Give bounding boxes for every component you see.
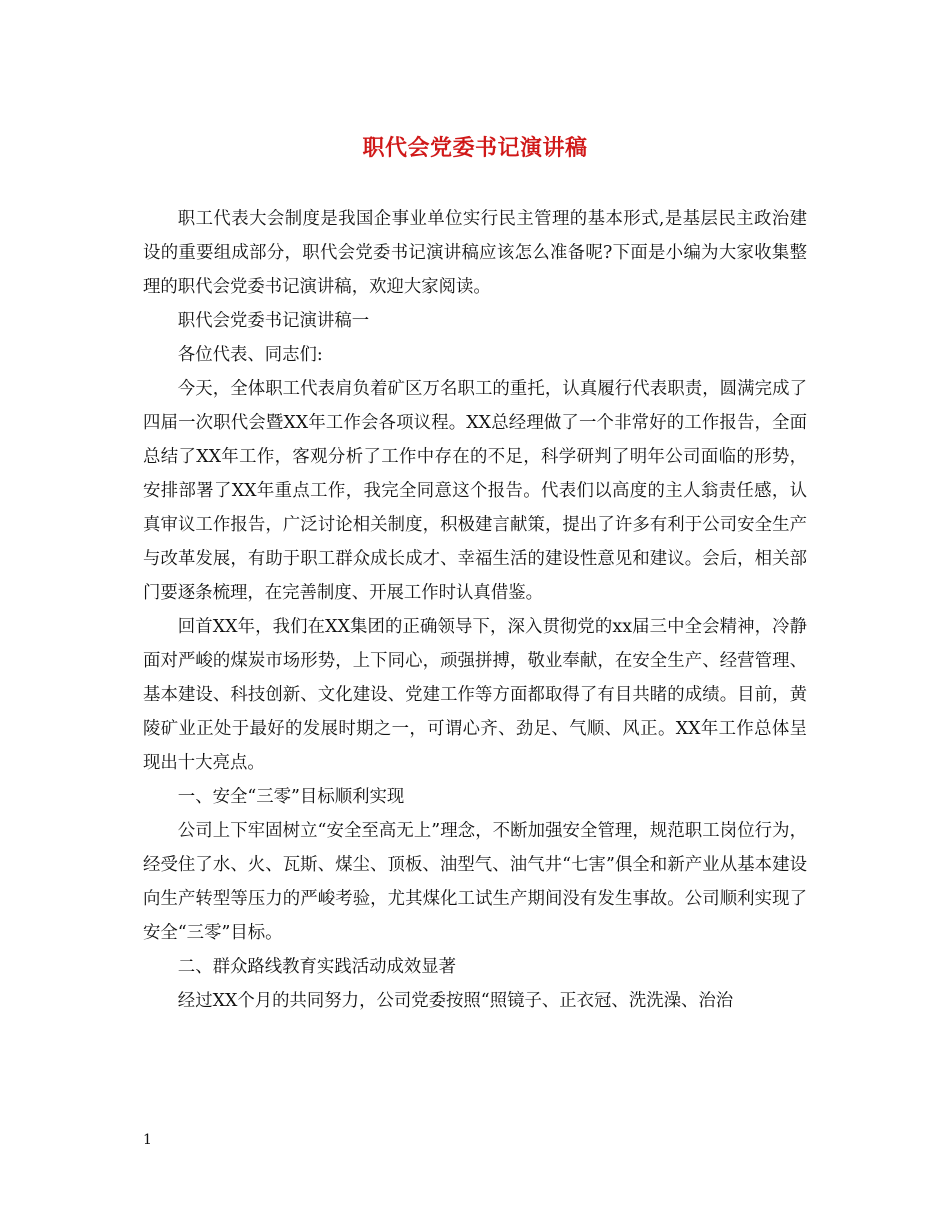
section-heading: 一、安全“三零”目标顺利实现 bbox=[177, 787, 405, 807]
salutation: 各位代表、同志们: bbox=[177, 345, 323, 365]
section-heading: 二、群众路线教育实践活动成效显著 bbox=[177, 957, 457, 977]
body-paragraph: 回首XX年，我们在XX集团的正确领导下，深入贯彻党的xx届三中全会精神，冷静面对严峻的煤炭市场形势，上下同心，顽强拼搏，敬业奉献，在安全生产、经营管理、基本建设、科技创新、文化建设、党建工作等方面都取得了有目共睹的成绩。目前，黄陵矿业正处于最好的发展时期之一，可谓心齐、劲足、气顺、风正。XX年工作总体呈现出十大亮点。 bbox=[143, 617, 807, 773]
page-number: 1 bbox=[143, 1132, 152, 1148]
speech-heading: 职代会党委书记演讲稿一 bbox=[177, 311, 370, 331]
body-paragraph: 今天，全体职工代表肩负着矿区万名职工的重托，认真履行代表职责，圆满完成了四届一次职代会暨XX年工作会各项议程。XX总经理做了一个非常好的工作报告，全面总结了XX年工作，客观分析了工作中存在的不足，科学研判了明年公司面临的形势，安排部署了XX年重点工作，我完全同意这个报告。代表们以高度的主人翁责任感，认真审议工作报告，广泛讨论相关制度，积极建言献策，提出了许多有利于公司安全生产与改革发展，有助于职工群众成长成才、幸福生活的建设性意见和建议。会后，相关部门要逐条梳理，在完善制度、开展工作时认真借鉴。 bbox=[143, 379, 807, 603]
body-paragraph: 经过XX个月的共同努力，公司党委按照“照镜子、正衣冠、洗洗澡、治治 bbox=[177, 991, 734, 1011]
intro-paragraph: 职工代表大会制度是我国企事业单位实行民主管理的基本形式,是基层民主政治建设的重要组成部分，职代会党委书记演讲稿应该怎么准备呢?下面是小编为大家收集整理的职代会党委书记演讲稿，欢迎大家阅读。 bbox=[143, 209, 807, 297]
document-body bbox=[143, 202, 807, 1018]
document-title: 职代会党委书记演讲稿 bbox=[362, 135, 588, 161]
body-paragraph: 公司上下牢固树立“安全至高无上”理念，不断加强安全管理，规范职工岗位行为，经受住了水、火、瓦斯、煤尘、顶板、油型气、油气井“七害”俱全和新产业从基本建设向生产转型等压力的严峻考验，尤其煤化工试生产期间没有发生事故。公司顺利实现了安全“三零”目标。 bbox=[143, 821, 807, 943]
